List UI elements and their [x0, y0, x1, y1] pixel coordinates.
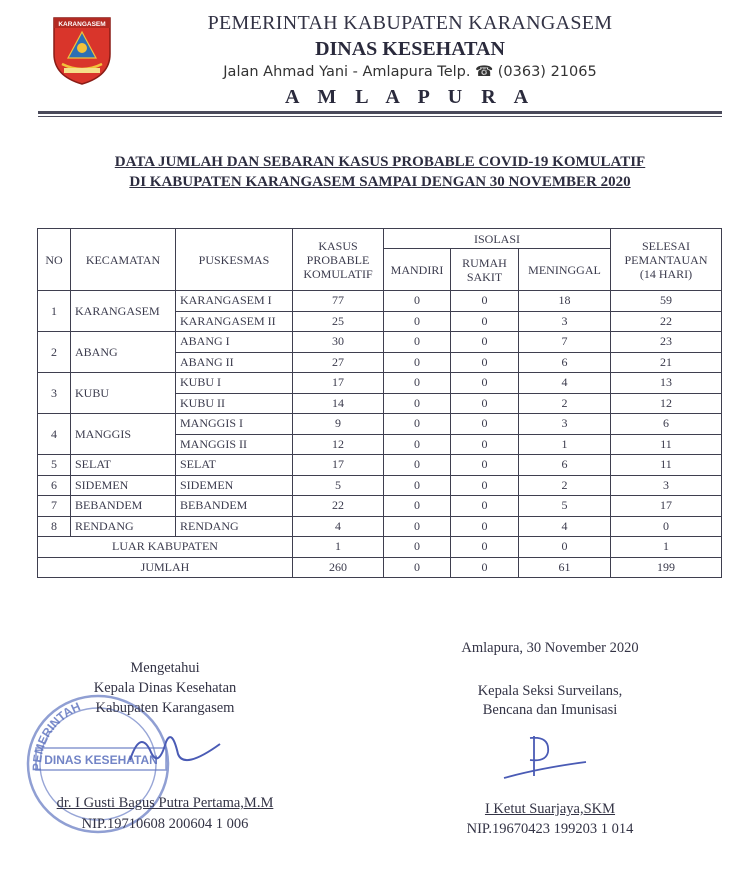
cell-selesai: 21 — [611, 352, 722, 373]
table-row — [38, 332, 722, 353]
department-name: DINAS KESEHATAN — [315, 38, 505, 60]
cell-puskesmas: KUBU I — [176, 373, 293, 394]
cell-meninggal: 2 — [519, 393, 611, 414]
cell-puskesmas: RENDANG — [176, 516, 293, 537]
cell-mandiri: 0 — [384, 373, 451, 394]
cell-no: 2 — [38, 332, 71, 373]
right-signer-nip: NIP.19670423 199203 1 014 — [466, 821, 634, 837]
header-rule-thin — [38, 116, 722, 117]
table-row — [38, 414, 722, 435]
city-name: A M L A P U R A — [284, 86, 536, 108]
cell-no: 8 — [38, 516, 71, 537]
cell-kasus: 17 — [293, 455, 384, 476]
cell-kasus: 4 — [293, 516, 384, 537]
cell-selesai: 1 — [611, 537, 722, 558]
cell-kecamatan: SIDEMEN — [71, 475, 176, 496]
right-signature — [500, 728, 590, 788]
covid-case-table — [37, 228, 722, 578]
cell-rumah-sakit: 0 — [451, 393, 519, 414]
cell-puskesmas: ABANG I — [176, 332, 293, 353]
cell-mandiri: 0 — [384, 393, 451, 414]
stamp-arc-text: PEMERINTAH — [29, 699, 83, 772]
cell-kasus: 5 — [293, 475, 384, 496]
cell-rumah-sakit: 0 — [451, 455, 519, 476]
cell-rumah-sakit: 0 — [451, 332, 519, 353]
cell-puskesmas: MANGGIS I — [176, 414, 293, 435]
right-position-line2: Bencana dan Imunisasi — [482, 702, 618, 718]
cell-rumah-sakit: 0 — [451, 434, 519, 455]
cell-meninggal: 1 — [519, 434, 611, 455]
acknowledged-label: Mengetahui — [130, 660, 200, 676]
cell-selesai: 12 — [611, 393, 722, 414]
logo-text: KARANGASEM — [58, 21, 106, 28]
cell-no: 7 — [38, 496, 71, 517]
cell-meninggal: 61 — [519, 557, 611, 578]
report-title-line1: DATA JUMLAH DAN SEBARAN KASUS PROBABLE COVID-19 KOMULATIF — [114, 154, 646, 170]
cell-selesai: 11 — [611, 455, 722, 476]
cell-meninggal: 2 — [519, 475, 611, 496]
office-address: Jalan Ahmad Yani - Amlapura Telp. ☎ (0363) 21065 — [223, 64, 597, 80]
cell-mandiri: 0 — [384, 516, 451, 537]
table-row — [38, 373, 722, 394]
cell-kasus: 77 — [293, 291, 384, 312]
cell-meninggal: 4 — [519, 373, 611, 394]
cell-kasus: 12 — [293, 434, 384, 455]
cell-kecamatan: MANGGIS — [71, 414, 176, 455]
cell-puskesmas: ABANG II — [176, 352, 293, 373]
place-date: Amlapura, 30 November 2020 — [461, 640, 639, 656]
cell-rs: 0 — [451, 557, 519, 578]
cell-no: 3 — [38, 373, 71, 414]
cell-meninggal: 3 — [519, 414, 611, 435]
cell-kasus: 1 — [293, 537, 384, 558]
header-rule-thick — [38, 111, 722, 114]
cell-mandiri: 0 — [384, 537, 451, 558]
cell-meninggal: 0 — [519, 537, 611, 558]
header-isolasi: ISOLASI — [384, 229, 611, 249]
total-row — [38, 557, 722, 578]
cell-selesai: 11 — [611, 434, 722, 455]
cell-kecamatan: KUBU — [71, 373, 176, 414]
cell-mandiri: 0 — [384, 434, 451, 455]
cell-meninggal: 7 — [519, 332, 611, 353]
left-position-line1: Kepala Dinas Kesehatan — [93, 680, 237, 696]
header-selesai: SELESAI PEMANTAUAN (14 HARI) — [611, 229, 722, 291]
cell-rumah-sakit: 0 — [451, 291, 519, 312]
cell-puskesmas: KARANGASEM II — [176, 311, 293, 332]
cell-mandiri: 0 — [384, 414, 451, 435]
cell-kasus: 22 — [293, 496, 384, 517]
cell-kasus: 9 — [293, 414, 384, 435]
table-row — [38, 291, 722, 312]
cell-kecamatan: SELAT — [71, 455, 176, 476]
cell-selesai: 13 — [611, 373, 722, 394]
cell-kasus: 260 — [293, 557, 384, 578]
header-meninggal: MENINGGAL — [519, 249, 611, 291]
cell-mandiri: 0 — [384, 455, 451, 476]
cell-selesai: 3 — [611, 475, 722, 496]
cell-mandiri: 0 — [384, 311, 451, 332]
left-signature — [120, 720, 230, 785]
right-signer-name: I Ketut Suarjaya,SKM — [484, 801, 616, 817]
cell-mandiri: 0 — [384, 475, 451, 496]
cell-puskesmas: SIDEMEN — [176, 475, 293, 496]
cell-rumah-sakit: 0 — [451, 373, 519, 394]
luar-label: LUAR KABUPATEN — [38, 537, 293, 558]
cell-mandiri: 0 — [384, 332, 451, 353]
table-row — [38, 516, 722, 537]
cell-meninggal: 6 — [519, 455, 611, 476]
government-name: PEMERINTAH KABUPATEN KARANGASEM — [207, 12, 613, 34]
cell-selesai: 59 — [611, 291, 722, 312]
cell-kecamatan: RENDANG — [71, 516, 176, 537]
cell-mandiri: 0 — [384, 496, 451, 517]
left-signer-name: dr. I Gusti Bagus Putra Pertama,M.M — [56, 795, 274, 811]
left-position-line2: Kabupaten Karangasem — [95, 700, 235, 716]
cell-no: 6 — [38, 475, 71, 496]
regency-logo — [50, 14, 114, 86]
cell-rumah-sakit: 0 — [451, 496, 519, 517]
cell-meninggal: 6 — [519, 352, 611, 373]
cell-selesai: 23 — [611, 332, 722, 353]
cell-selesai: 199 — [611, 557, 722, 578]
header-kecamatan: KECAMATAN — [71, 229, 176, 291]
cell-selesai: 0 — [611, 516, 722, 537]
cell-kasus: 27 — [293, 352, 384, 373]
cell-meninggal: 3 — [519, 311, 611, 332]
table-row — [38, 455, 722, 476]
cell-meninggal: 18 — [519, 291, 611, 312]
cell-rumah-sakit: 0 — [451, 352, 519, 373]
header-no: NO — [38, 229, 71, 291]
cell-kecamatan: KARANGASEM — [71, 291, 176, 332]
cell-kasus: 17 — [293, 373, 384, 394]
cell-kecamatan: BEBANDEM — [71, 496, 176, 517]
cell-puskesmas: MANGGIS II — [176, 434, 293, 455]
header-puskesmas: PUSKESMAS — [176, 229, 293, 291]
header-mandiri: MANDIRI — [384, 249, 451, 291]
cell-kasus: 30 — [293, 332, 384, 353]
cell-meninggal: 4 — [519, 516, 611, 537]
cell-no: 5 — [38, 455, 71, 476]
cell-rumah-sakit: 0 — [451, 475, 519, 496]
cell-mandiri: 0 — [384, 352, 451, 373]
jumlah-label: JUMLAH — [38, 557, 293, 578]
table-row — [38, 496, 722, 517]
cell-selesai: 17 — [611, 496, 722, 517]
cell-rumah-sakit: 0 — [451, 414, 519, 435]
table-row — [38, 475, 722, 496]
cell-puskesmas: SELAT — [176, 455, 293, 476]
cell-puskesmas: BEBANDEM — [176, 496, 293, 517]
cell-selesai: 22 — [611, 311, 722, 332]
cell-rs: 0 — [451, 537, 519, 558]
header-rumah-sakit: RUMAH SAKIT — [451, 249, 519, 291]
cell-no: 1 — [38, 291, 71, 332]
cell-no: 4 — [38, 414, 71, 455]
report-title-line2: DI KABUPATEN KARANGASEM SAMPAI DENGAN 30 NOVEMBER 2020 — [129, 174, 631, 190]
cell-kasus: 14 — [293, 393, 384, 414]
right-position-line1: Kepala Seksi Surveilans, — [477, 683, 623, 699]
cell-kasus: 25 — [293, 311, 384, 332]
cell-puskesmas: KARANGASEM I — [176, 291, 293, 312]
cell-mandiri: 0 — [384, 557, 451, 578]
cell-puskesmas: KUBU II — [176, 393, 293, 414]
left-signer-nip: NIP.19710608 200604 1 006 — [81, 816, 249, 832]
cell-kecamatan: ABANG — [71, 332, 176, 373]
stamp-center-text: DINAS KESEHATAN — [44, 753, 158, 767]
cell-mandiri: 0 — [384, 291, 451, 312]
cell-selesai: 6 — [611, 414, 722, 435]
header-kasus: KASUS PROBABLE KOMULATIF — [293, 229, 384, 291]
luar-kabupaten-row — [38, 537, 722, 558]
cell-rumah-sakit: 0 — [451, 516, 519, 537]
cell-meninggal: 5 — [519, 496, 611, 517]
cell-rumah-sakit: 0 — [451, 311, 519, 332]
